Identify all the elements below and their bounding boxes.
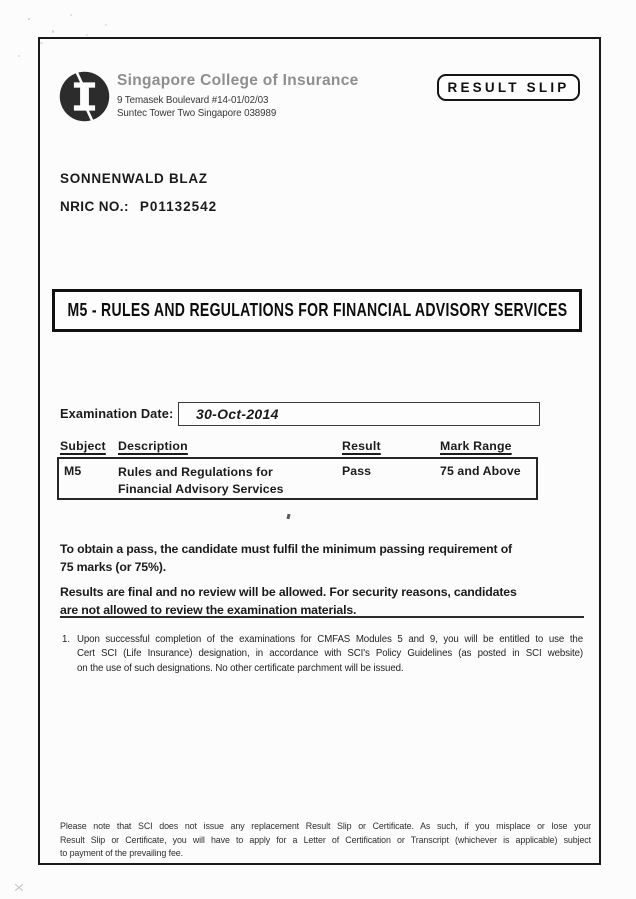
scan-noise xyxy=(18,55,20,57)
org-name: Singapore College of Insurance xyxy=(117,72,359,89)
statement-line: 75 marks (or 75%). xyxy=(60,559,166,574)
cell-description xyxy=(118,464,284,498)
result-slip-label: RESULT SLIP xyxy=(447,80,570,95)
statement-line: To obtain a pass, the candidate must fulfil the minimum passing requirement of xyxy=(60,542,512,556)
footnote-line: Upon successful completion of the examinations for CMFAS Modules 5 and 9, you will be entitled to use the xyxy=(77,634,583,645)
candidate-nric xyxy=(60,199,217,214)
footer-line: to payment of the prevailing fee. xyxy=(60,848,184,859)
divider-line xyxy=(60,616,584,618)
table-header-result: Result xyxy=(342,439,381,453)
description-line: Financial Advisory Services xyxy=(118,482,284,496)
nric-value: P01132542 xyxy=(139,199,218,214)
footnote-line: Cert SCI (Life Insurance) designation, in accordance with SCI's Policy Guidelines (as posted in SCI website) xyxy=(77,648,583,660)
statement-line: are not allowed to review the examination materials. xyxy=(60,602,357,617)
table-header-mark-range: Mark Range xyxy=(440,439,512,453)
module-title-box xyxy=(52,289,582,332)
scan-noise xyxy=(105,24,107,26)
footer-line: Result Slip or Certificate, you will have to apply for a Letter of Certification or Transcript (whichever is applicable) subject xyxy=(60,834,591,845)
scan-noise xyxy=(52,30,54,33)
footnote-line: on the use of such designations. No other certificate parchment will be issued. xyxy=(77,662,404,674)
finality-statement xyxy=(60,584,517,619)
cell-result: Pass xyxy=(342,464,372,478)
exam-date-label: Examination Date: xyxy=(60,406,174,421)
footnote-body xyxy=(77,633,583,676)
org-address-line1: 9 Temasek Boulevard #14-01/02/03 xyxy=(117,95,269,106)
table-header-subject: Subject xyxy=(60,439,106,453)
footer-line: Please note that SCI does not issue any replacement Result Slip or Certificate. As such, if you misplace or lose your xyxy=(60,821,591,831)
candidate-name: SONNENWALD BLAZ xyxy=(60,171,208,186)
exam-date-box xyxy=(178,402,540,426)
module-title: M5 - RULES AND REGULATIONS FOR FINANCIAL ADVISORY SERVICES xyxy=(67,300,567,320)
scan-noise xyxy=(86,34,88,36)
result-slip-badge xyxy=(437,74,580,101)
exam-date-value: 30-Oct-2014 xyxy=(196,405,279,422)
footnote xyxy=(62,633,584,676)
sci-logo-icon xyxy=(58,70,111,123)
nric-label: NRIC NO.: xyxy=(60,199,129,214)
table-row xyxy=(57,457,538,500)
passing-requirement-statement xyxy=(60,541,512,576)
cell-mark-range: 75 and Above xyxy=(440,464,521,478)
statement-line: Results are final and no review will be allowed. For security reasons, candidates xyxy=(60,585,517,599)
table-header-description: Description xyxy=(118,439,188,453)
scan-noise xyxy=(28,18,30,20)
org-address-line2: Suntec Tower Two Singapore 038989 xyxy=(117,108,277,119)
footnote-number: 1. xyxy=(62,634,71,645)
description-line: Rules and Regulations for xyxy=(118,465,273,479)
scan-noise xyxy=(14,883,24,893)
scan-noise xyxy=(70,14,72,16)
cell-subject: M5 xyxy=(64,464,82,478)
org-block xyxy=(117,72,359,120)
footer-note xyxy=(60,820,591,861)
